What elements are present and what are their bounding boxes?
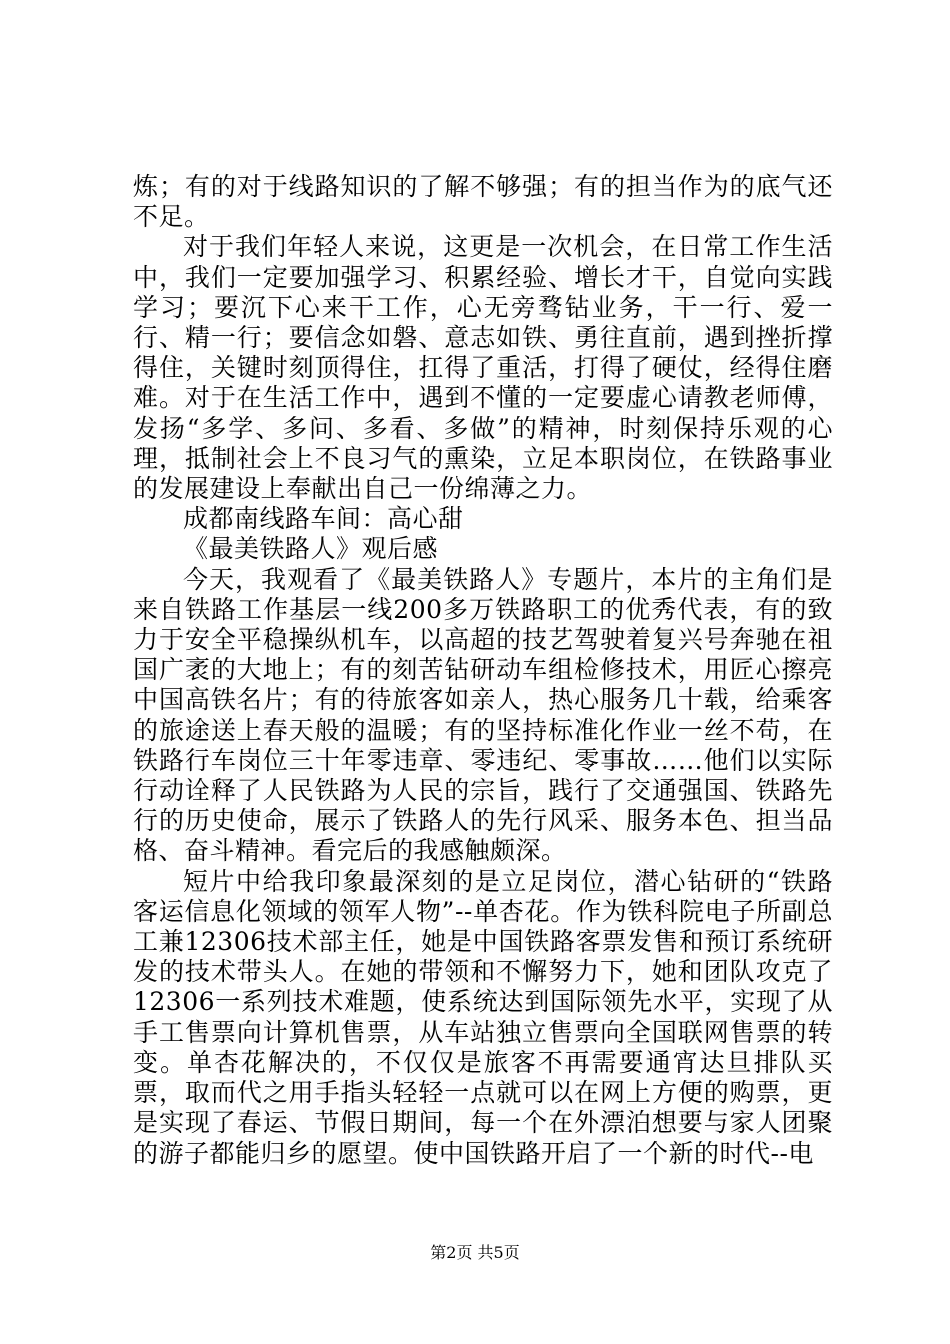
paragraph-young-people: 对于我们年轻人来说，这更是一次机会，在日常工作生活中，我们一定要加强学习、积累经验、增长才干，自觉向实践学习；要沉下心来干工作，心无旁骛钻业务，干一行、爱一行、精一行；要信念如磐、意志如铁、勇往直前，遇到挫折撑得住，关键时刻顶得住，扛得了重活，打得了硬仗，经得住磨难。对于在生活工作中，遇到不懂的一定要虚心请教老师傅，发扬“多学、多问、多看、多做”的精神，时刻保持乐观的心理，抵制社会上不良习气的熏染，立足本职岗位，在铁路事业的发展建设上奉献出自己一份绵薄之力。 [133,232,833,504]
section-title: 《最美铁路人》观后感 [183,534,439,564]
paragraph-continuation: 炼；有的对于线路知识的了解不够强；有的担当作为的底气还不足。 [133,172,833,232]
page-number: 第2页 共5页 [430,1243,520,1262]
document-body [133,172,833,1169]
paragraph-shan-xinghua: 短片中给我印象最深刻的是立足岗位，潜心钻研的“铁路客运信息化领域的领军人物”--单杏花。作为铁科院电子所副总工兼12306技术部主任，她是中国铁路客票发售和预订系统研发的技术带头人。在她的带领和不懈努力下，她和团队攻克了12306一系列技术难题，使系统达到国际领先水平，实现了从手工售票向计算机售票，从车站独立售票向全国联网售票的转变。单杏花解决的，不仅仅是旅客不再需要通宵达旦排队买票，取而代之用手指头轻轻一点就可以在网上方便的购票，更是实现了春运、节假日期间，每一个在外漂泊想要与家人团聚的游子都能归乡的愿望。使中国铁路开启了一个新的时代--电 [133,866,833,1168]
author-signature: 成都南线路车间：高心甜 [183,504,464,534]
page-footer [0,1243,950,1263]
paragraph-intro: 今天，我观看了《最美铁路人》专题片，本片的主角们是来自铁路工作基层一线200多万铁路职工的优秀代表，有的致力于安全平稳操纵机车，以高超的技艺驾驶着复兴号奔驰在祖国广袤的大地上；有的刻苦钻研动车组检修技术，用匠心擦亮中国高铁名片；有的待旅客如亲人，热心服务几十载，给乘客的旅途送上春天般的温暖；有的坚持标准化作业一丝不苟，在铁路行车岗位三十年零违章、零违纪、零事故……他们以实际行动诠释了人民铁路为人民的宗旨，践行了交通强国、铁路先行的历史使命，展示了铁路人的先行风采、服务本色、担当品格、奋斗精神。看完后的我感触颇深。 [133,564,833,866]
